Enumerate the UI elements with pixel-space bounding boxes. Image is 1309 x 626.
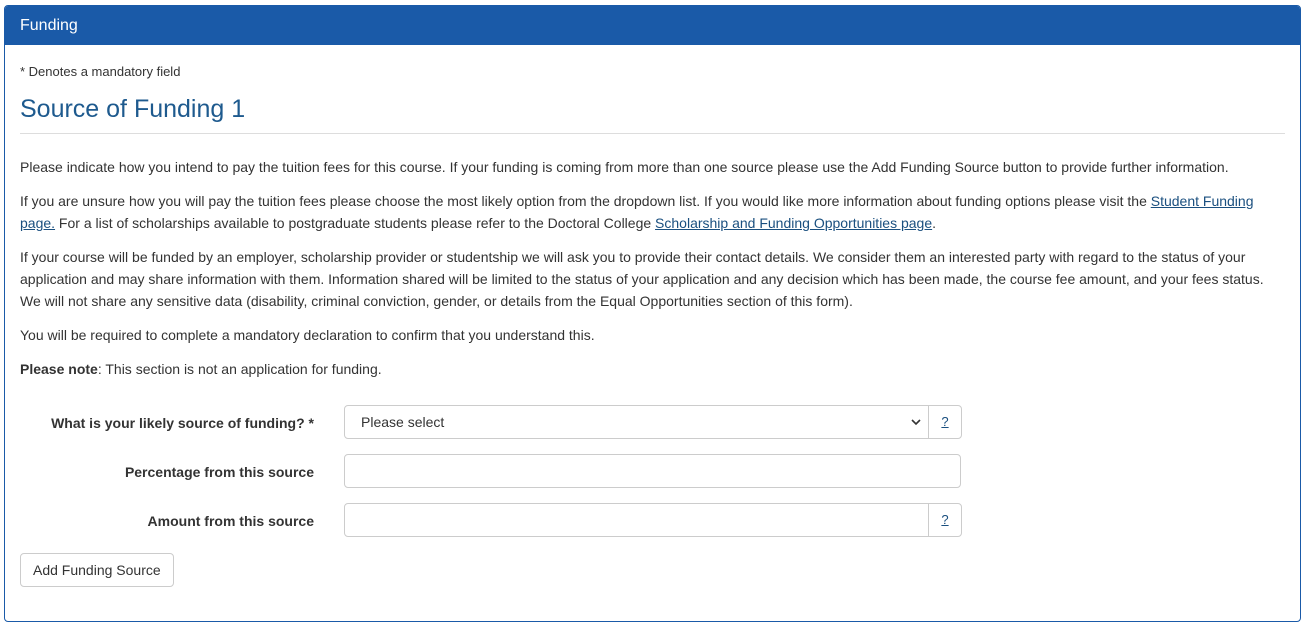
source-select-value: Please select [361,414,445,430]
amount-input[interactable] [344,503,929,537]
chevron-down-icon [910,416,922,428]
scholarship-link[interactable]: Scholarship and Funding Opportunities page [655,215,933,231]
source-help-link[interactable]: ? [941,414,949,429]
unsure-text-2: For a list of scholarships available to postgraduate students please refer to the Doctoral College [55,215,656,231]
section-title: Source of Funding 1 [20,95,246,123]
declaration-text: You will be required to complete a mandatory declaration to confirm that you understand this. [20,327,595,343]
panel-heading: Funding [5,6,1300,45]
amount-help-link[interactable]: ? [941,512,949,527]
source-help-addon [928,405,962,439]
declaration-paragraph [20,324,1282,346]
unsure-text-1: If you are unsure how you will pay the tuition fees please choose the most likely option from the dropdown list. If you would like more information about funding options please visit the [20,193,1151,209]
amount-label: Amount from this source [147,513,314,529]
note-text: : This section is not an application for funding. [97,361,382,377]
employer-text: If your course will be funded by an employer, scholarship provider or studentship we will ask you to provide their contact details. We consider them an interested party with regard to the status of your application and may share information with them. Information shared will be limited to the status of your application and any decision which has been made, the course fee amount, and your fees status. We will not share any sensitive data (disability, criminal conviction, gender, or details from the Equal Opportunities section of this form). [20,249,1264,309]
student-funding-link[interactable]: Student Funding page. [20,193,1254,231]
funding-panel [4,5,1301,622]
percentage-input[interactable] [344,454,961,488]
mandatory-note: * Denotes a mandatory field [20,64,181,79]
unsure-paragraph [20,190,1282,234]
intro-paragraph [20,156,1282,178]
intro-text: Please indicate how you intend to pay the tuition fees for this course. If your funding is coming from more than one source please use the Add Funding Source button to provide further information. [20,159,1229,175]
amount-help-addon [928,503,962,537]
divider [20,133,1285,134]
source-label: What is your likely source of funding? * [51,415,314,431]
note-bold: Please note [20,361,98,377]
note-paragraph [20,358,1282,380]
add-funding-source-button[interactable]: Add Funding Source [20,553,174,587]
percentage-label: Percentage from this source [124,464,314,480]
source-select[interactable] [344,405,929,439]
employer-paragraph [20,246,1282,312]
unsure-text-3: . [932,215,937,231]
